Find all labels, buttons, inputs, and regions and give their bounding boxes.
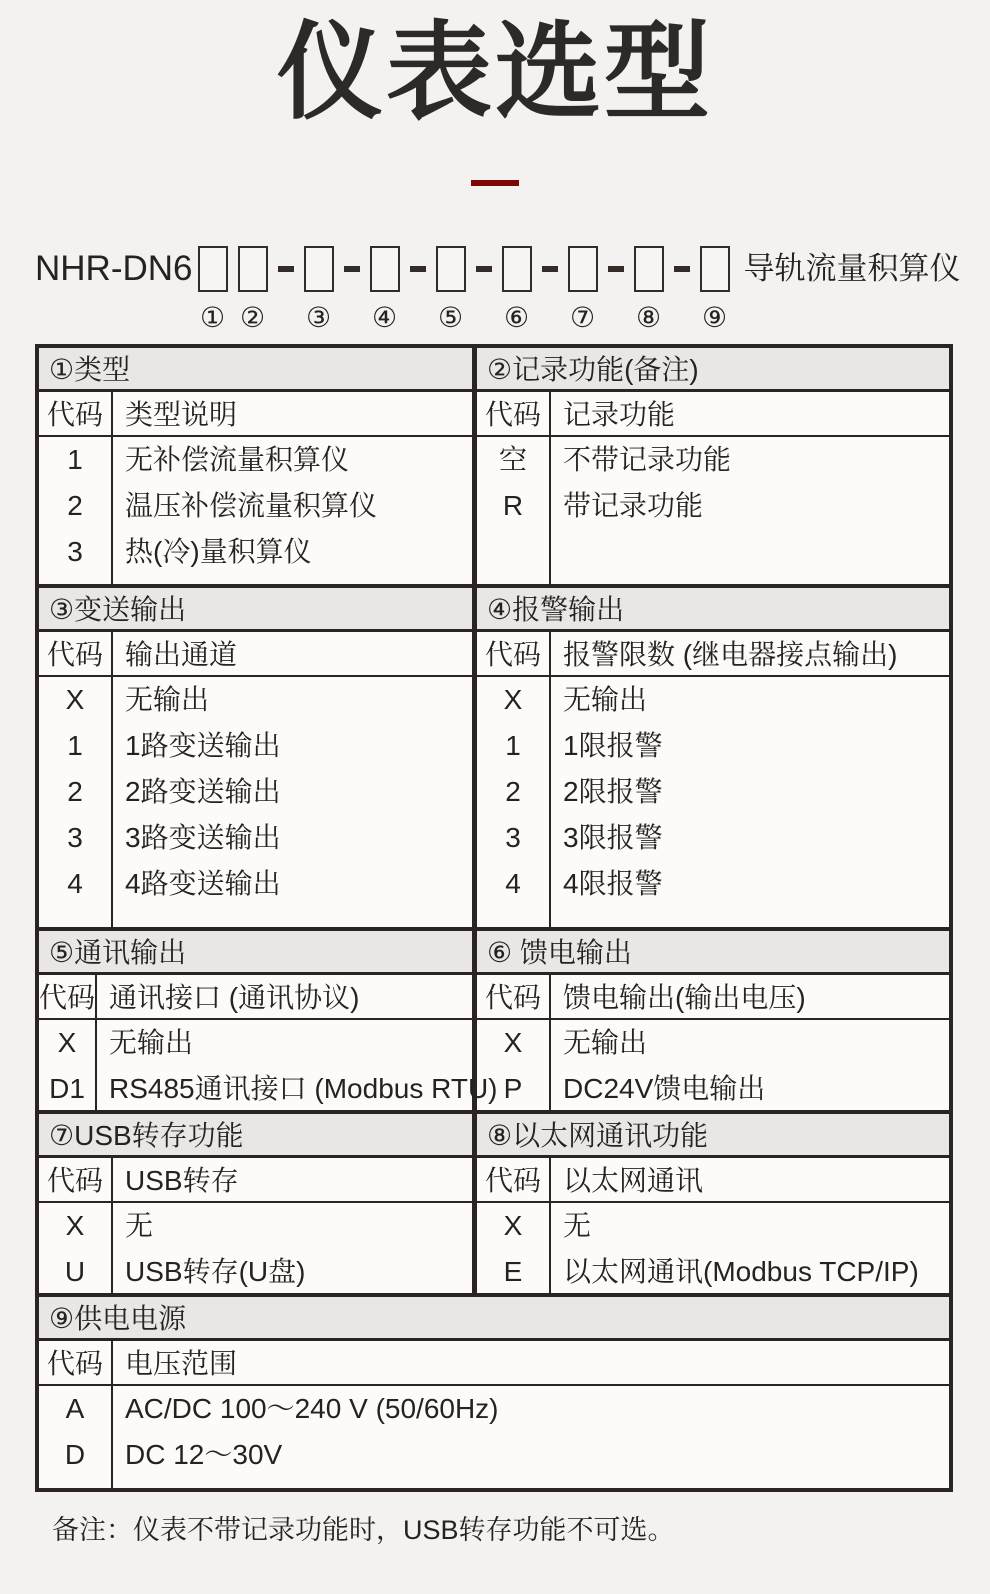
table-block-4 — [39, 1110, 949, 1293]
model-position-5 — [436, 246, 466, 334]
desc-cell: USB转存(U盘) — [125, 1256, 306, 1288]
table-block-5 — [39, 1293, 949, 1488]
section-header: ⑤通讯输出 — [39, 931, 472, 975]
section-header: ⑦USB转存功能 — [39, 1114, 472, 1158]
desc-cell: 无 — [563, 1210, 592, 1242]
code-cell: 3 — [505, 822, 521, 854]
desc-column-header: 馈电输出(输出电压) — [551, 975, 949, 1020]
code-column-header: 代码 — [477, 392, 551, 437]
desc-column-header: 通讯接口 (通讯协议) — [97, 975, 497, 1020]
desc-cell: 1路变送输出 — [125, 730, 281, 762]
desc-column-header: 输出通道 — [113, 632, 472, 677]
position-number: ⑦ — [569, 302, 596, 334]
desc-cell: 热(冷)量积算仪 — [125, 536, 312, 568]
note-text: 备注：仪表不带记录功能时，USB转存功能不可选。 — [52, 1515, 675, 1546]
section-usb-transfer — [39, 1114, 477, 1293]
model-position-1 — [198, 246, 228, 334]
page-title: 仪表选型 — [277, 14, 713, 132]
desc-cell: 无输出 — [125, 684, 210, 716]
model-box — [198, 246, 228, 292]
desc-column-header: 报警限数 (继电器接点输出) — [551, 632, 949, 677]
section-header: ①类型 — [39, 348, 472, 392]
desc-column-header: USB转存 — [113, 1158, 472, 1203]
desc-cell: AC/DC 100～240 V (50/60Hz) — [125, 1393, 499, 1425]
position-number: ⑧ — [635, 302, 662, 334]
desc-cell: 带记录功能 — [563, 490, 704, 522]
table-block-3 — [39, 927, 949, 1110]
code-column-header: 代码 — [477, 632, 551, 677]
model-code-line — [35, 246, 990, 334]
model-box — [502, 246, 532, 292]
section-header: ⑧以太网通讯功能 — [477, 1114, 949, 1158]
model-box — [700, 246, 730, 292]
code-cell: 2 — [67, 776, 83, 808]
section-header: ②记录功能(备注) — [477, 348, 949, 392]
selection-table — [35, 344, 953, 1492]
section-transmit-output — [39, 588, 477, 927]
code-cell: X — [57, 1027, 77, 1059]
section-communication-output — [39, 931, 498, 1110]
code-cell: 2 — [505, 776, 521, 808]
table-block-1 — [39, 348, 949, 584]
model-box — [370, 246, 400, 292]
code-cell: U — [64, 1256, 86, 1288]
model-box — [436, 246, 466, 292]
desc-cell: 无输出 — [109, 1027, 194, 1059]
code-cell: D1 — [49, 1073, 85, 1105]
section-header: ⑨供电电源 — [39, 1297, 949, 1341]
model-position-4 — [370, 246, 400, 334]
section-ethernet — [477, 1114, 949, 1293]
code-cell: X — [65, 684, 85, 716]
desc-cell: 4路变送输出 — [125, 868, 281, 900]
code-cell: E — [503, 1256, 523, 1288]
code-cell: X — [503, 1027, 523, 1059]
code-cell: X — [65, 1210, 85, 1242]
code-cell: 1 — [67, 730, 83, 762]
section-header: ③变送输出 — [39, 588, 472, 632]
position-number: ⑥ — [503, 302, 530, 334]
position-number: ⑤ — [437, 302, 464, 334]
model-position-6 — [502, 246, 532, 334]
desc-cell: 3路变送输出 — [125, 822, 281, 854]
model-dash — [542, 266, 558, 272]
model-dash — [278, 266, 294, 272]
code-cell: X — [503, 684, 523, 716]
desc-cell: 无补偿流量积算仪 — [125, 444, 350, 476]
code-cell: 3 — [67, 822, 83, 854]
desc-column-header: 类型说明 — [113, 392, 472, 437]
desc-column-header: 记录功能 — [551, 392, 949, 437]
desc-column-header: 电压范围 — [113, 1341, 949, 1386]
code-column-header: 代码 — [39, 392, 113, 437]
desc-cell: 3限报警 — [563, 822, 663, 854]
code-cell: 1 — [67, 444, 83, 476]
code-cell: A — [65, 1393, 85, 1425]
desc-column-header: 以太网通讯 — [551, 1158, 949, 1203]
desc-cell: RS485通讯接口 (Modbus RTU) — [109, 1073, 498, 1105]
model-prefix: NHR-DN6 — [35, 249, 193, 289]
code-cell: 4 — [67, 868, 83, 900]
model-box — [634, 246, 664, 292]
model-position-9 — [700, 246, 730, 334]
code-cell: 2 — [67, 490, 83, 522]
section-record-function — [477, 348, 949, 584]
model-dash — [344, 266, 360, 272]
model-position-8 — [634, 246, 664, 334]
section-header: ④报警输出 — [477, 588, 949, 632]
desc-cell: 以太网通讯(Modbus TCP/IP) — [563, 1256, 919, 1288]
position-number: ⑨ — [701, 302, 728, 334]
model-box — [304, 246, 334, 292]
desc-cell: 无 — [125, 1210, 154, 1242]
desc-cell: 4限报警 — [563, 868, 663, 900]
title-divider — [471, 180, 519, 186]
code-cell: 4 — [505, 868, 521, 900]
model-dash — [674, 266, 690, 272]
desc-cell: 无输出 — [563, 1027, 648, 1059]
code-cell: 空 — [498, 444, 527, 476]
code-column-header: 代码 — [477, 975, 551, 1020]
position-number: ③ — [305, 302, 332, 334]
desc-cell: 2限报警 — [563, 776, 663, 808]
model-box — [238, 246, 268, 292]
model-position-3 — [304, 246, 334, 334]
desc-cell: 无输出 — [563, 684, 648, 716]
desc-cell: 不带记录功能 — [563, 444, 732, 476]
code-cell: D — [64, 1439, 86, 1471]
code-column-header: 代码 — [39, 1341, 113, 1386]
desc-cell: 1限报警 — [563, 730, 663, 762]
section-power-supply — [39, 1297, 949, 1488]
table-block-2 — [39, 584, 949, 927]
model-box — [568, 246, 598, 292]
model-position-2 — [238, 246, 268, 334]
section-feed-output — [477, 931, 949, 1110]
model-dash — [410, 266, 426, 272]
desc-cell: 2路变送输出 — [125, 776, 281, 808]
model-suffix: 导轨流量积算仪 — [743, 251, 961, 287]
position-number: ② — [239, 302, 266, 334]
code-cell: 3 — [67, 536, 83, 568]
desc-cell: DC24V馈电输出 — [563, 1073, 766, 1105]
code-cell: P — [503, 1073, 523, 1105]
section-alarm-output — [477, 588, 949, 927]
code-column-header: 代码 — [39, 975, 97, 1020]
code-column-header: 代码 — [39, 1158, 113, 1203]
code-column-header: 代码 — [39, 632, 113, 677]
model-dash — [608, 266, 624, 272]
desc-cell: 温压补偿流量积算仪 — [125, 490, 378, 522]
code-cell: R — [502, 490, 524, 522]
position-number: ④ — [371, 302, 398, 334]
section-type — [39, 348, 477, 584]
code-cell: 1 — [505, 730, 521, 762]
model-dash — [476, 266, 492, 272]
code-cell: X — [503, 1210, 523, 1242]
section-header: ⑥ 馈电输出 — [477, 931, 949, 975]
model-position-7 — [568, 246, 598, 334]
position-number: ① — [199, 302, 226, 334]
code-column-header: 代码 — [477, 1158, 551, 1203]
desc-cell: DC 12～30V — [125, 1439, 283, 1471]
